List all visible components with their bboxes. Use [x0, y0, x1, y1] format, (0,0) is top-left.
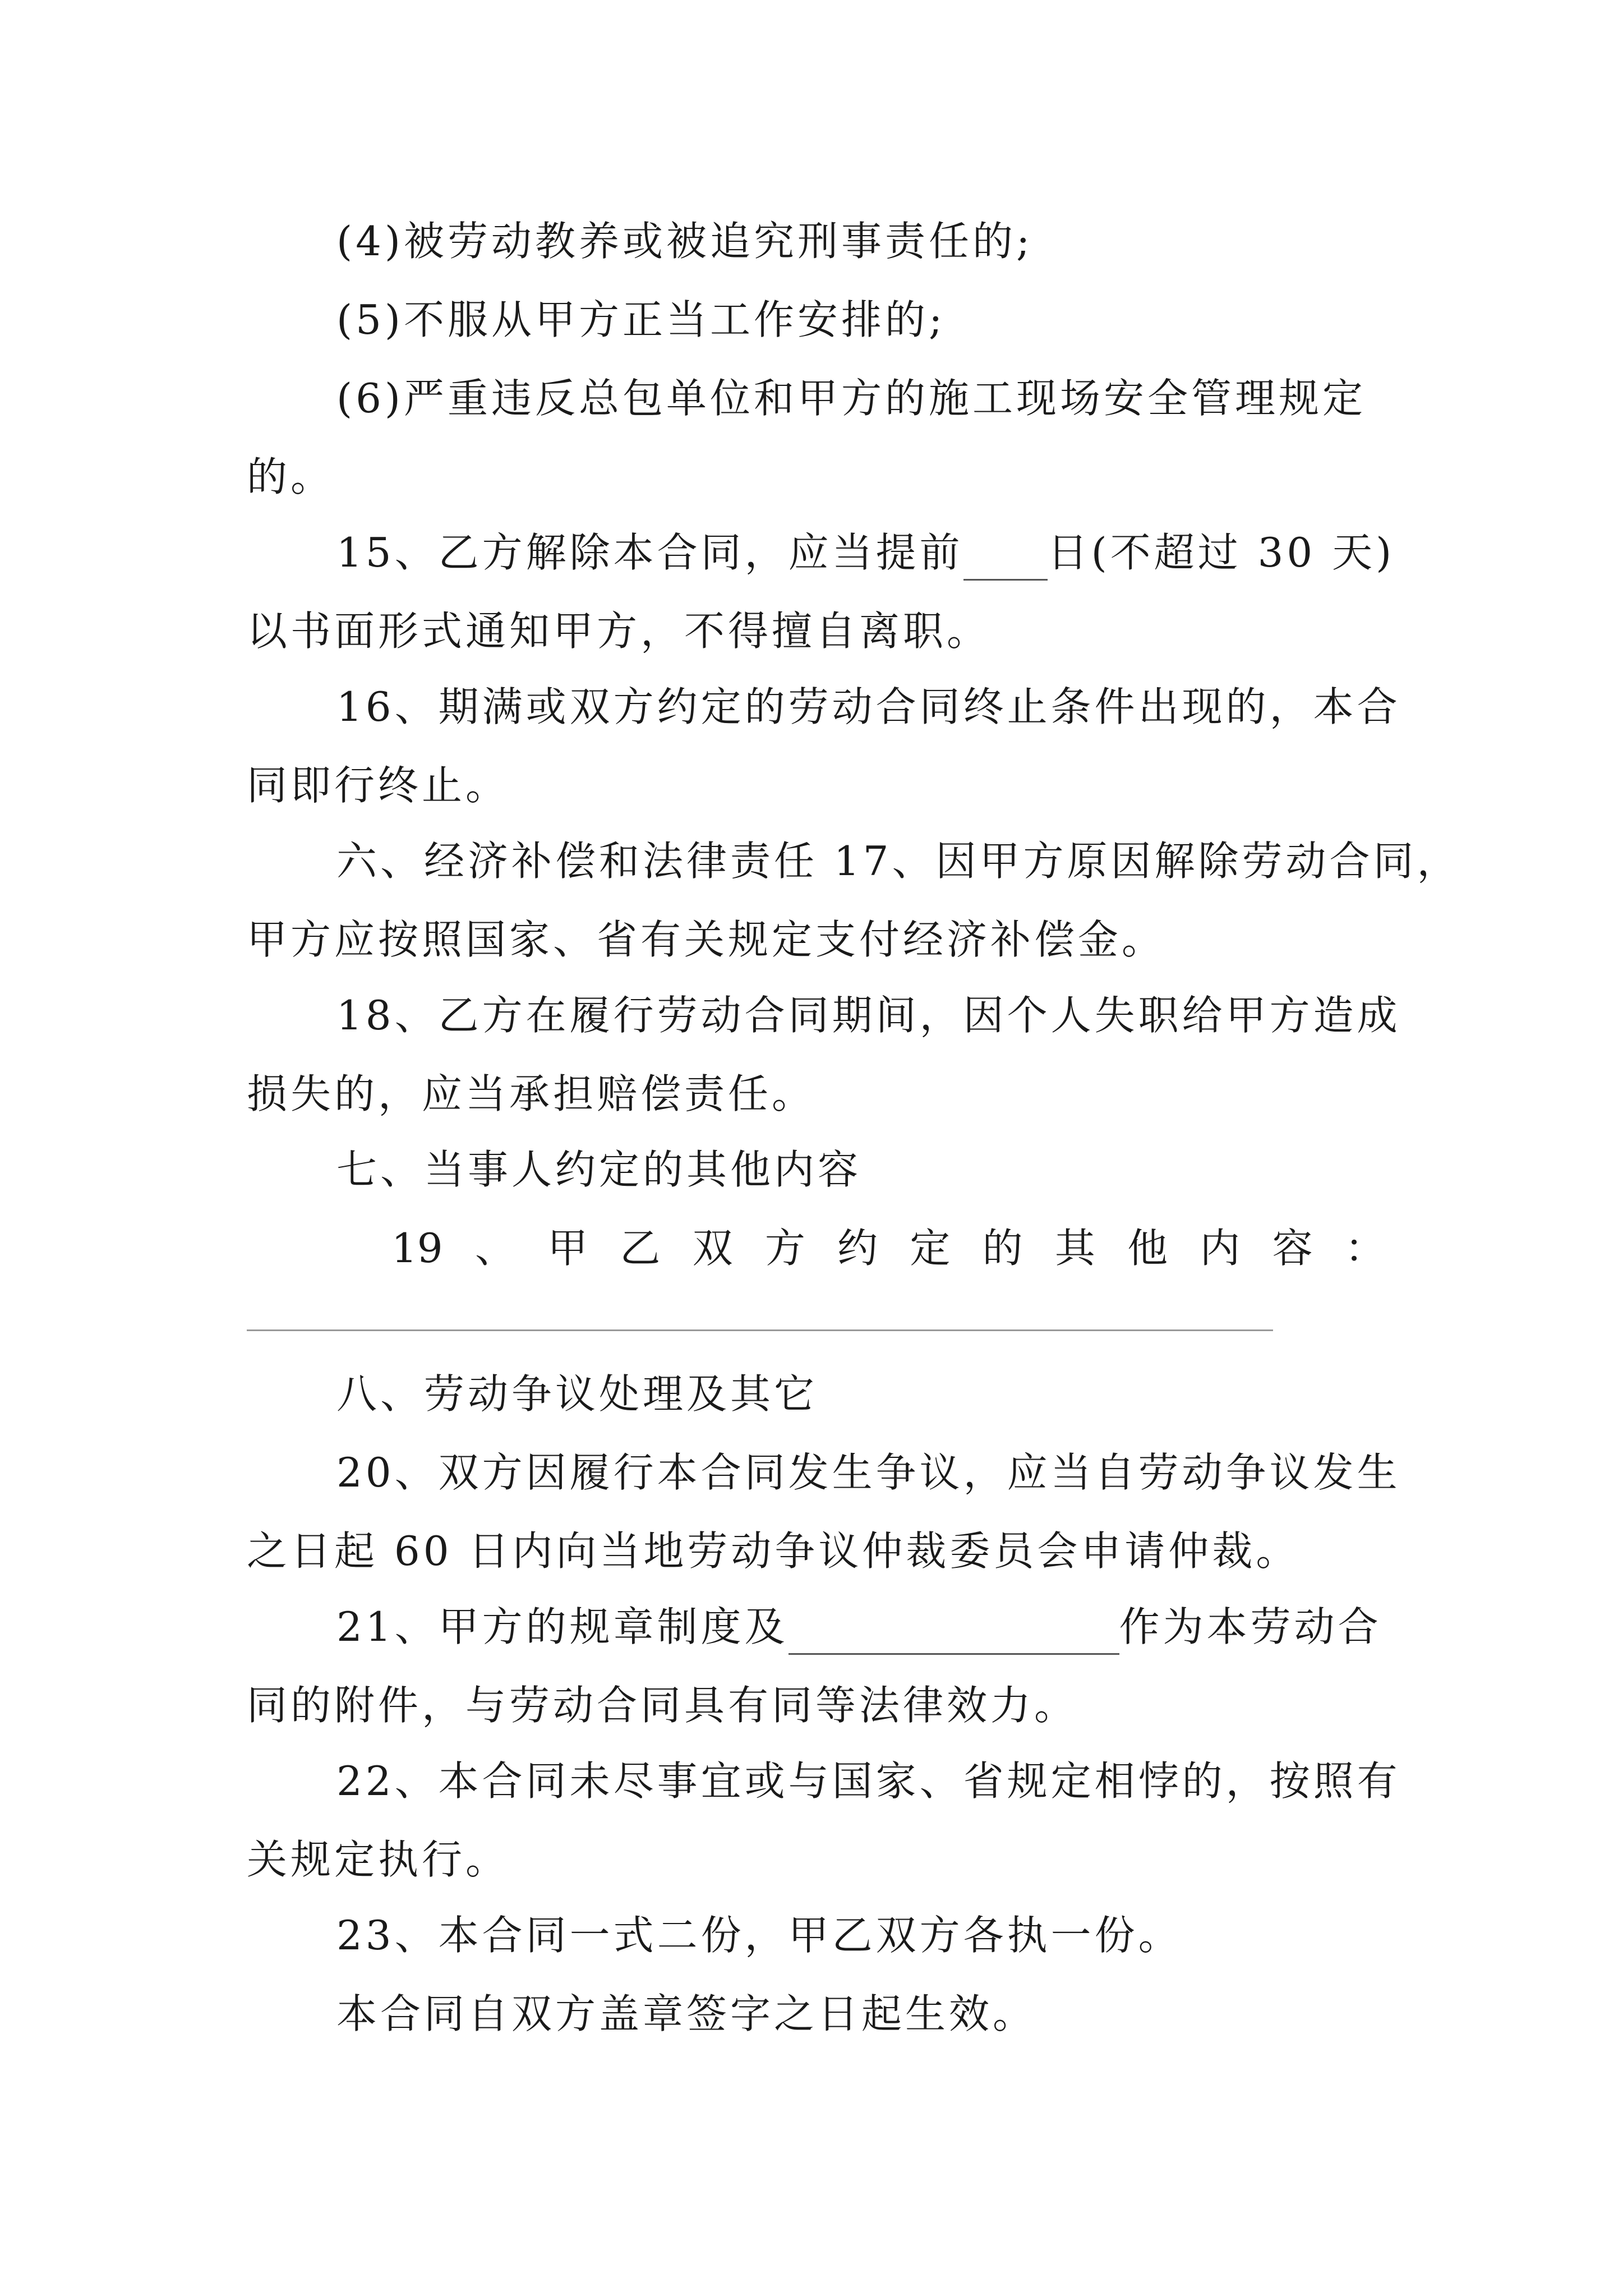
clause-19-char: 内 — [1200, 1225, 1241, 1272]
clause-21-line-2: 同的附件，与劳动合同具有同等法律效力。 — [247, 1682, 1078, 1729]
attachment-blank — [789, 1614, 1119, 1655]
clause-18-line-1: 18、乙方在履行劳动合同期间，因个人失职给甲方造成 — [336, 992, 1401, 1039]
clause-18-line-2: 损失的，应当承担赔偿责任。 — [247, 1070, 816, 1117]
days-blank — [963, 540, 1048, 581]
clause-21-text-b: 作为本劳动合 — [1119, 1603, 1382, 1650]
clause-19-char: 他 — [1127, 1225, 1168, 1272]
clause-19-char: 其 — [1054, 1225, 1095, 1272]
section-7-heading: 七、当事人约定的其他内容 — [336, 1146, 862, 1193]
clause-19-char: 约 — [837, 1225, 878, 1272]
clause-15-text-b: 日(不超过 30 天) — [1047, 529, 1395, 576]
clause-19-char: 乙 — [620, 1225, 661, 1272]
clause-19-char: 容 — [1272, 1225, 1313, 1272]
clause-21-line-1 — [336, 1599, 1382, 1655]
clause-19-char: 定 — [910, 1225, 951, 1272]
clause-15-line-2: 以书面形式通知甲方，不得擅自离职。 — [247, 608, 991, 655]
clause-19-char: 、 — [474, 1225, 515, 1272]
section-6-line-1: 六、经济补偿和法律责任 17、因甲方原因解除劳动合同， — [336, 838, 1461, 885]
section-8-heading: 八、劳动争议处理及其它 — [336, 1370, 818, 1418]
clause-20-line-1: 20、双方因履行本合同发生争议，应当自劳动争议发生 — [336, 1449, 1401, 1496]
clause-6-line-2: 的。 — [247, 453, 335, 500]
clause-22-line-2: 关规定执行。 — [247, 1836, 510, 1883]
clause-4: (4)被劳动教养或被追究刑事责任的; — [336, 218, 1034, 265]
clause-22-line-1: 22、本合同未尽事宜或与国家、省规定相悖的，按照有 — [336, 1757, 1401, 1805]
clause-16-line-1: 16、期满或双方约定的劳动合同终止条件出现的，本合 — [336, 683, 1401, 730]
effective-statement: 本合同自双方盖章签字之日起生效。 — [336, 1990, 1037, 2037]
clause-20-line-2: 之日起 60 日内向当地劳动争议仲裁委员会申请仲裁。 — [247, 1527, 1300, 1575]
clause-19-char: ： — [1344, 1225, 1385, 1272]
clause-19 — [391, 1220, 1385, 1276]
clause-19-char: 的 — [982, 1225, 1023, 1272]
clause-21-text-a: 21、甲方的规章制度及 — [336, 1603, 789, 1650]
clause-15-line-1 — [336, 524, 1395, 581]
section-6-line-2: 甲方应按照国家、省有关规定支付经济补偿金。 — [247, 916, 1166, 963]
clause-19-char: 双 — [692, 1225, 733, 1272]
clause-6-line-1: (6)严重违反总包单位和甲方的施工现场安全管理规定 — [336, 375, 1366, 422]
clause-19-char: 方 — [764, 1225, 805, 1272]
clause-16-line-2: 同即行终止。 — [247, 762, 510, 809]
clause-15-text-a: 15、乙方解除本合同，应当提前 — [336, 529, 963, 576]
clause-19-char: 19 — [391, 1225, 443, 1272]
clause-23: 23、本合同一式二份，甲乙双方各执一份。 — [336, 1912, 1182, 1959]
clause-19-char: 甲 — [547, 1225, 588, 1272]
clause-5: (5)不服从甲方正当工作安排的; — [336, 296, 946, 343]
clause-19-blank-line — [247, 1329, 1273, 1331]
